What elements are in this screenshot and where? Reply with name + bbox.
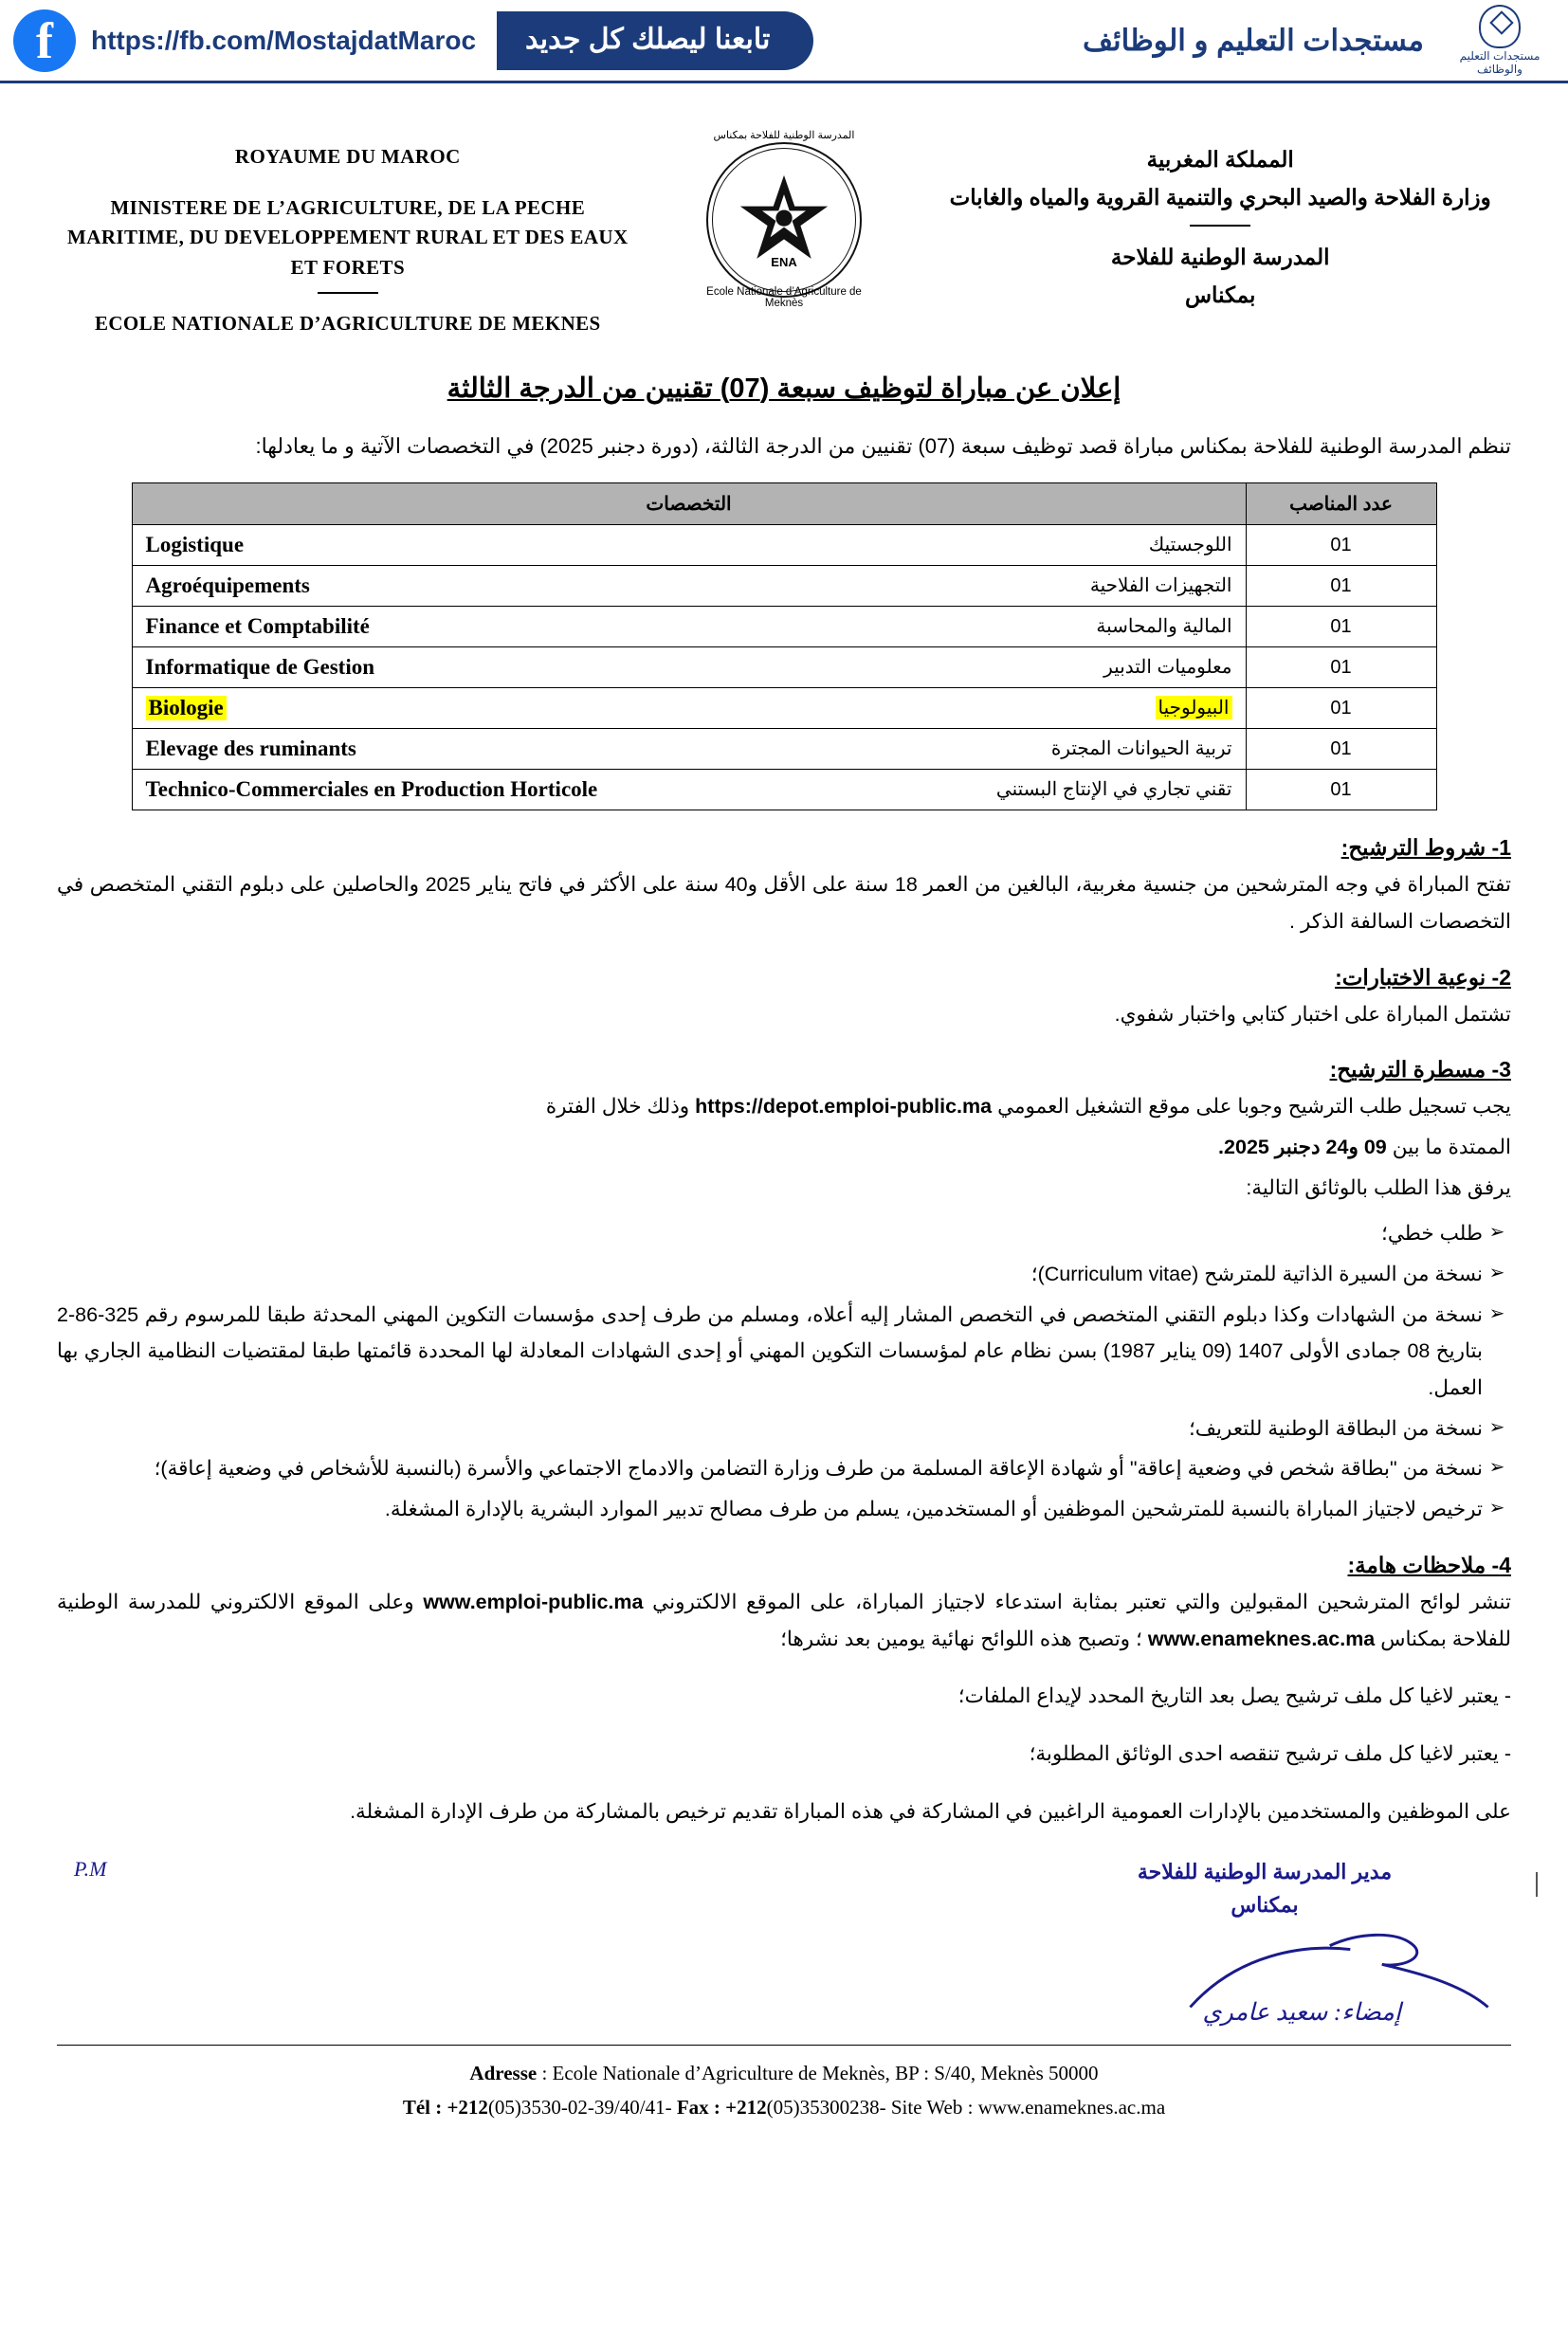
notes-p3: - يعتبر لاغيا كل ملف ترشيح تنقصه احدى الوثائق المطلوبة؛	[1029, 1741, 1511, 1765]
table-header-posts: عدد المناصب	[1246, 483, 1436, 525]
posts-count: 01	[1246, 688, 1436, 729]
table-row	[132, 566, 1436, 607]
crown-icon	[1479, 5, 1521, 48]
follow-us-ribbon: تابعنا ليصلك كل جديد	[497, 11, 813, 70]
header-ar-city: بمكناس	[1184, 282, 1256, 307]
specialty-fr: Logistique	[145, 533, 245, 557]
footer-address-label: Adresse	[469, 2061, 538, 2084]
footer-fax-value: (05)35300238-	[766, 2095, 886, 2119]
header-french-block	[57, 133, 639, 339]
table-row	[132, 607, 1436, 647]
seal-arc-top: المدرسة الوطنية للفلاحة بمكناس	[713, 130, 855, 141]
notes-p1-b: وعلى الموقع الالكتروني للمدرسة الوطنية للفلاحة بمكناس	[57, 1590, 1511, 1650]
signatory-title-line2: بمكناس	[1231, 1893, 1299, 1918]
posts-count: 01	[1246, 525, 1436, 566]
handwritten-signature-icon	[1018, 1927, 1511, 2029]
specialty-fr: Technico-Commerciales en Production Horticole	[145, 777, 598, 802]
procedure-line1-pre: يجب تسجيل طلب الترشيح وجوبا على موقع التشغيل العمومي	[997, 1095, 1511, 1119]
footer-website[interactable]: Site Web : www.enameknes.ac.ma	[890, 2095, 1166, 2119]
school-seal-icon	[691, 127, 877, 313]
list-item: ➢ نسخة من "بطاقة شخص في وضعية إعاقة" أو شهادة الإعاقة المسلمة من طرف وزارة التضامن والادماج الاجتماعي والأسرة (بالنسبة للأشخاص في وضعية إعاقة)؛	[57, 1450, 1511, 1487]
header-fr-school: ECOLE NATIONALE D’AGRICULTURE DE MEKNES	[94, 312, 601, 335]
procedure-dates: 09 و24 دجنبر 2025	[1224, 1135, 1387, 1158]
header-fr-ministry: MINISTERE DE L’AGRICULTURE, DE LA PECHE MARITIME, DU DEVELOPPEMENT RURAL ET DES EAUX ET FORETS	[67, 195, 629, 279]
notes-p4: على الموظفين والمستخدمين بالإدارات العمومية الراغبين في المشاركة في هذه المباراة تقديم ترخيص بالمشاركة من طرف الإدارة المشغلة.	[350, 1800, 1511, 1824]
banner-emblem	[1447, 5, 1553, 77]
page-edge-mark	[1536, 1872, 1538, 1897]
specialty-fr: Biologie	[146, 696, 227, 720]
specialty-fr: Elevage des ruminants	[145, 737, 356, 761]
signature-area	[57, 1855, 1511, 2035]
banner-emblem-caption: مستجدات التعليم والوظائف	[1459, 48, 1541, 76]
arrow-bullet-icon: ➢	[1488, 1416, 1505, 1438]
document-page	[0, 83, 1568, 2143]
signature-block	[1018, 1855, 1511, 2029]
side-initials: P.M	[74, 1856, 107, 1881]
list-item: ➢ ترخيص لاجتياز المباراة بالنسبة للمترشحين الموظفين أو المستخدمين، يسلم من طرف مصالح تدبير الموارد البشرية بالإدارة المشغلة.	[57, 1491, 1511, 1528]
seal-center-text: ENA	[768, 255, 799, 269]
specialty-ar: تربية الحيوانات المجترة	[1050, 738, 1232, 760]
specialty-ar: المالية والمحاسبة	[1096, 616, 1232, 638]
section-procedure-title: 3- مسطرة الترشيح:	[1329, 1057, 1511, 1083]
table-row	[132, 525, 1436, 566]
arrow-bullet-icon: ➢	[1488, 1302, 1505, 1324]
header-divider-right	[1190, 225, 1250, 227]
notes-p1-a: تنشر لوائح المترشحين المقبولين والتي تعتبر بمثابة استدعاء لاجتياز المباراة، على الموقع الالكتروني	[652, 1590, 1511, 1613]
footer-fax-label: Fax : +212	[676, 2095, 767, 2119]
list-item: ➢ نسخة من الشهادات وكذا دبلوم التقني المتخصص في التخصص المشار إليه أعلاه، ومسلم من طرف إحدى مؤسسات التكوين المهني المحدثة طبقا للمرسوم رقم 325-86-2 بتاريخ 08 جمادى الأولى 1407 (09 يناير 1987) بسن نظام عام لمؤسسات التكوين المهني أو إحدى الشهادات المعادلة لها المحددة قائمتها طبقا لمقتضيات النظامية الجاري بها العمل.	[57, 1297, 1511, 1407]
posts-count: 01	[1246, 770, 1436, 810]
table-header-specialties: التخصصات	[132, 483, 1246, 525]
footer-address-value: : Ecole Nationale d’Agriculture de Meknès, BP : S/40, Meknès 50000	[541, 2061, 1099, 2084]
section-notes	[57, 1553, 1511, 1830]
section-procedure	[57, 1057, 1511, 1528]
section-conditions	[57, 835, 1511, 939]
intro-paragraph: تنظم المدرسة الوطنية للفلاحة بمكناس مباراة قصد توظيف سبعة (07) تقنيين من الدرجة الثالثة، (دورة دجنبر 2025) في التخصصات الآتية و ما يعادلها:	[255, 433, 1511, 458]
specialty-fr: Agroéquipements	[145, 573, 310, 598]
specialty-fr: Finance et Comptabilité	[145, 614, 370, 639]
social-banner	[0, 0, 1568, 83]
procedure-line2-post: .	[1218, 1135, 1225, 1158]
arrow-bullet-icon: ➢	[1488, 1263, 1505, 1283]
required-documents-list	[57, 1215, 1511, 1528]
header-arabic-block	[929, 133, 1511, 314]
footer-tel-value: (05)3530-02-39/40/41-	[487, 2095, 672, 2119]
table-row-highlighted	[132, 688, 1436, 729]
notes-p2: - يعتبر لاغيا كل ملف ترشيح يصل بعد التاريخ المحدد لإيداع الملفات؛	[957, 1683, 1511, 1707]
table-row	[132, 647, 1436, 688]
deposit-portal-link[interactable]: https://depot.emploi-public.ma	[695, 1095, 993, 1119]
footer-contact-line	[57, 2091, 1511, 2125]
enameknes-link[interactable]: www.enameknes.ac.ma	[1147, 1627, 1376, 1650]
seal-arc-bottom: Ecole Nationale d’Agriculture de Meknès	[706, 286, 862, 309]
list-item: ➢ طلب خطي؛	[57, 1215, 1511, 1252]
facebook-url[interactable]: https://fb.com/MostajdatMaroc	[91, 25, 477, 55]
list-item: ➢ نسخة من السيرة الذاتية للمترشح (Curriculum vitae)؛	[57, 1256, 1511, 1293]
procedure-line1-post: وذلك خلال الفترة	[545, 1095, 690, 1119]
section-notes-title: 4- ملاحظات هامة:	[1347, 1552, 1511, 1577]
posts-count: 01	[1246, 607, 1436, 647]
specialty-fr: Informatique de Gestion	[145, 655, 374, 680]
header-ar-kingdom: المملكة المغربية	[1146, 147, 1294, 172]
specialty-ar: البيولوجيا	[1156, 696, 1232, 719]
posts-count: 01	[1246, 647, 1436, 688]
footer-tel-label: Tél : +212	[402, 2095, 488, 2119]
posts-count: 01	[1246, 566, 1436, 607]
footer	[57, 2045, 1511, 2124]
procedure-line2-pre: الممتدة ما بين	[1392, 1135, 1511, 1158]
table-row	[132, 729, 1436, 770]
emploi-public-link[interactable]: www.emploi-public.ma	[423, 1590, 644, 1613]
section-exams-title: 2- نوعية الاختبارات:	[1335, 964, 1511, 990]
specialty-ar: معلوميات التدبير	[1103, 657, 1232, 679]
arrow-bullet-icon: ➢	[1488, 1222, 1505, 1244]
header-ar-school: المدرسة الوطنية للفلاحة	[1110, 244, 1330, 269]
svg-text:إمضاء: سعيد عامري: إمضاء: سعيد عامري	[1202, 1998, 1401, 2027]
header-fr-kingdom: ROYAUME DU MAROC	[234, 145, 461, 168]
list-item: ➢ نسخة من البطاقة الوطنية للتعريف؛	[57, 1410, 1511, 1447]
section-conditions-text: تفتح المباراة في وجه المترشحين من جنسية مغربية، البالغين من العمر 18 سنة على الأقل و40 سنة على الأكثر في فاتح يناير 2025 والحاصلين على دبلوم التقني المتخصص في التخصصات السالفة الذكر .	[57, 873, 1512, 933]
posts-count: 01	[1246, 729, 1436, 770]
specialty-ar: تقني تجاري في الإنتاج البستني	[995, 779, 1232, 801]
arrow-bullet-icon: ➢	[1488, 1498, 1505, 1519]
footer-address-line	[57, 2057, 1511, 2091]
specialty-ar: اللوجستيك	[1148, 535, 1232, 556]
notes-p1-c: ؛ وتصبح هذه اللوائح نهائية يومين بعد نشرها؛	[780, 1627, 1142, 1650]
section-conditions-title: 1- شروط الترشيح:	[1340, 835, 1511, 861]
specialty-ar: التجهيزات الفلاحية	[1089, 575, 1232, 597]
banner-title: مستجدات التعليم و الوظائف	[1082, 23, 1424, 57]
page-title: إعلان عن مباراة لتوظيف سبعة (07) تقنيين من الدرجة الثالثة	[447, 373, 1121, 404]
specialties-table	[132, 482, 1437, 810]
header-ar-ministry: وزارة الفلاحة والصيد البحري والتنمية القروية والمياه والغابات	[949, 185, 1491, 210]
signatory-title-line1: مدير المدرسة الوطنية للفلاحة	[1137, 1859, 1393, 1883]
procedure-line3: يرفق هذا الطلب بالوثائق التالية:	[1246, 1175, 1511, 1199]
section-exams	[57, 965, 1511, 1033]
table-header-row	[132, 483, 1436, 525]
header-divider-left	[318, 292, 378, 294]
table-row	[132, 770, 1436, 810]
facebook-icon[interactable]: f	[13, 9, 76, 72]
arrow-bullet-icon: ➢	[1488, 1457, 1505, 1479]
section-exams-text: تشتمل المباراة على اختبار كتابي واختبار شفوي.	[1114, 1002, 1511, 1026]
document-header	[57, 130, 1511, 339]
